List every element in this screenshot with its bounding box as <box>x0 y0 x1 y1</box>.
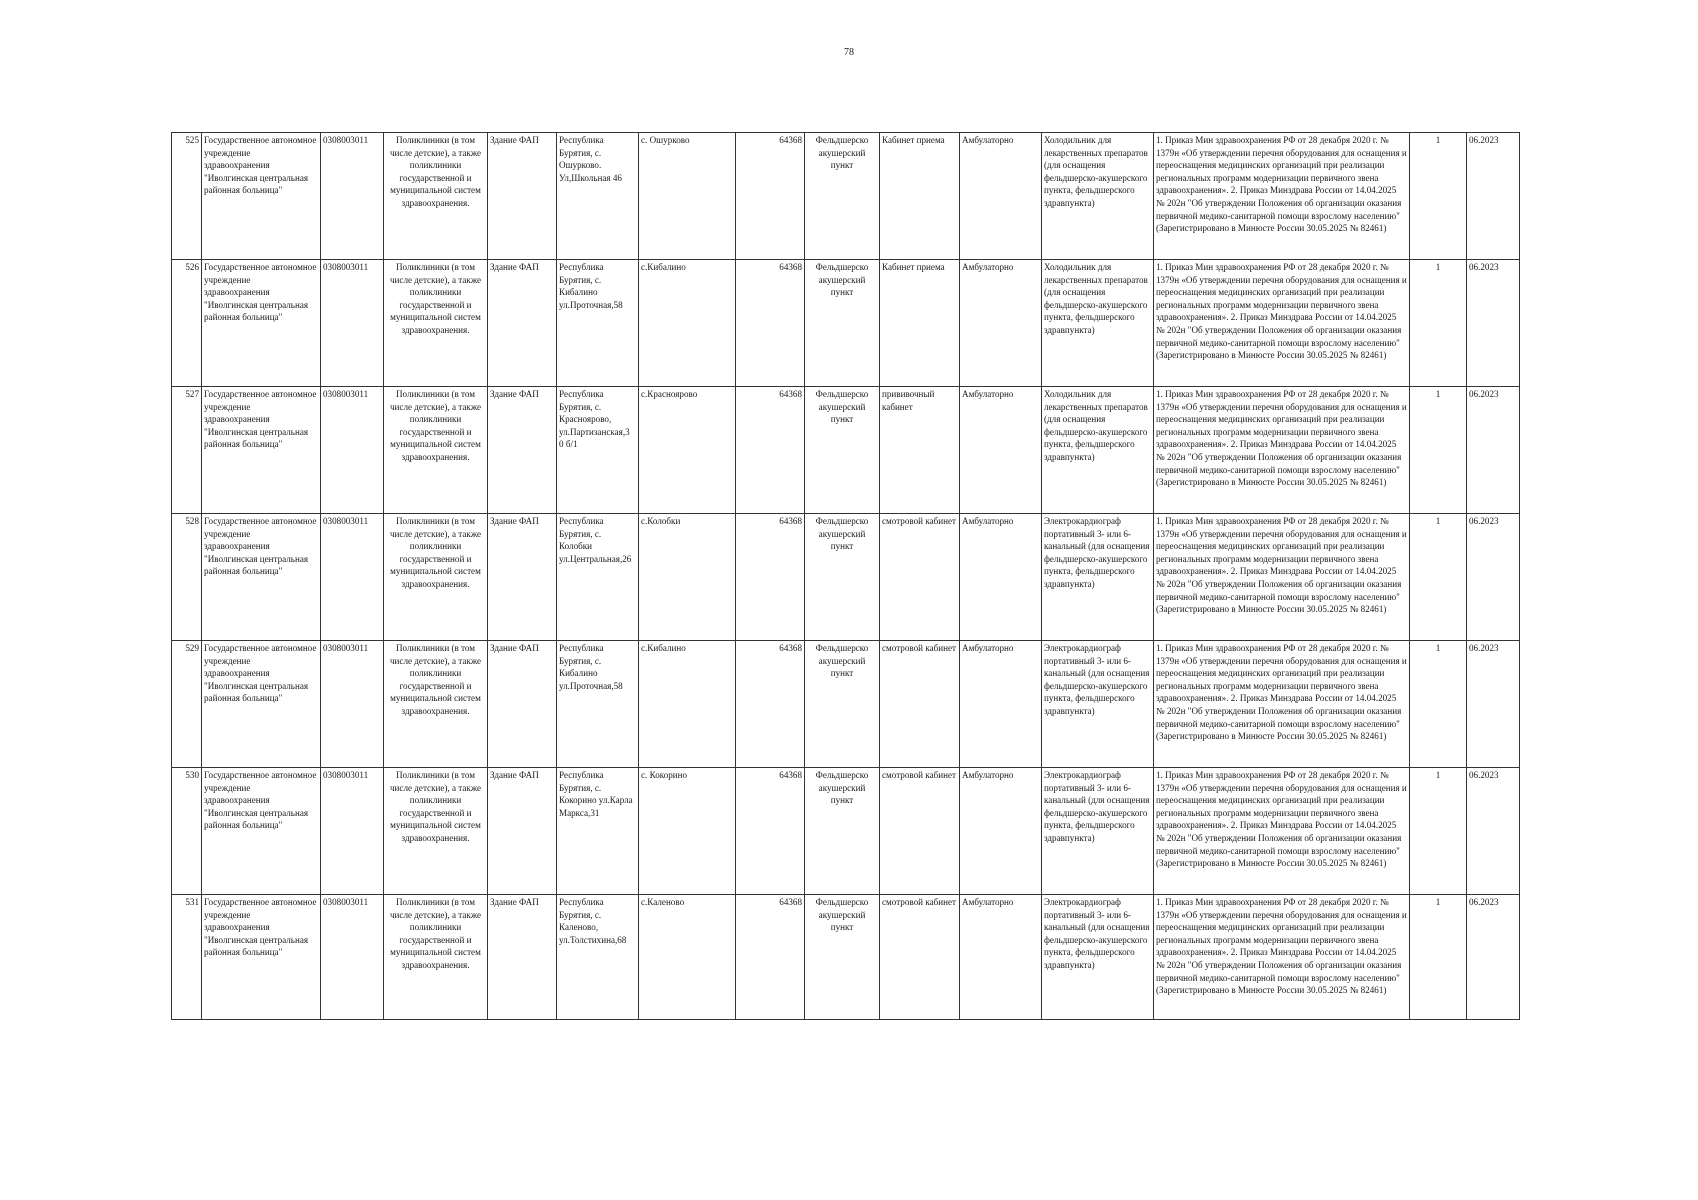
institution-type-cell: Поликлиники (в том числе детские), а также поликлиники государственной и муниципальной систем здравоохранения. <box>384 768 488 895</box>
settlement-cell: с.Каленово <box>639 895 736 1020</box>
table-row <box>172 260 1520 387</box>
care-mode-cell: Амбулаторно <box>960 641 1042 768</box>
row-number-cell: 525 <box>172 133 202 260</box>
row-number-cell: 527 <box>172 387 202 514</box>
building-cell: Здание ФАП <box>488 895 557 1020</box>
postal-code-cell: 64368 <box>736 260 805 387</box>
legal-basis-cell: 1. Приказ Мин здравоохранения РФ от 28 декабря 2020 г. № 1379н «Об утверждении перечня оборудования для оснащения и переоснащения медицинских организаций при реализации региональных программ модернизации первичного звена здравоохранения». 2. Приказ Минздрава России от 14.04.2025 № 202н "Об утверждении Положения об организации оказания первичной медико-санитарной помощи взрослому населению" (Зарегистрировано в Минюсте России 30.05.2025 № 82461) <box>1154 514 1410 641</box>
address-cell: Республика Бурятия, с. Каленово, ул.Толстихина,68 <box>557 895 639 1020</box>
quantity-cell: 1 <box>1410 641 1467 768</box>
address-cell: Республика Бурятия, с. Кокорино ул.Карла Маркса,31 <box>557 768 639 895</box>
date-cell: 06.2023 <box>1467 768 1520 895</box>
care-mode-cell: Амбулаторно <box>960 133 1042 260</box>
room-cell: смотровой кабинет <box>880 641 960 768</box>
care-mode-cell: Амбулаторно <box>960 387 1042 514</box>
row-number-cell: 526 <box>172 260 202 387</box>
table-row <box>172 641 1520 768</box>
equipment-cell: Электрокардиограф портативный 3- или 6-канальный (для оснащения фельдшерско-акушерского пункта, фельдшерского здравпункта) <box>1042 768 1154 895</box>
row-number-cell: 531 <box>172 895 202 1020</box>
address-cell: Республика Бурятия, с. Кибалино ул.Проточная,58 <box>557 260 639 387</box>
date-cell: 06.2023 <box>1467 895 1520 1020</box>
quantity-cell: 1 <box>1410 387 1467 514</box>
quantity-cell: 1 <box>1410 514 1467 641</box>
table-row <box>172 768 1520 895</box>
settlement-cell: с.Колобки <box>639 514 736 641</box>
institution-type-cell: Поликлиники (в том числе детские), а также поликлиники государственной и муниципальной систем здравоохранения. <box>384 133 488 260</box>
organization-cell: Государственное автономное учреждение здравоохранения "Иволгинская центральная районная больница" <box>202 895 321 1020</box>
equipment-cell: Холодильник для лекарственных препаратов (для оснащения фельдшерско-акушерского пункта, фельдшерского здравпункта) <box>1042 260 1154 387</box>
building-cell: Здание ФАП <box>488 768 557 895</box>
equipment-cell: Электрокардиограф портативный 3- или 6-канальный (для оснащения фельдшерско-акушерского пункта, фельдшерского здравпункта) <box>1042 514 1154 641</box>
row-number-cell: 528 <box>172 514 202 641</box>
date-cell: 06.2023 <box>1467 133 1520 260</box>
organization-cell: Государственное автономное учреждение здравоохранения "Иволгинская центральная районная больница" <box>202 641 321 768</box>
institution-type-cell: Поликлиники (в том числе детские), а также поликлиники государственной и муниципальной систем здравоохранения. <box>384 514 488 641</box>
facility-cell: Фельдшерско акушерский пункт <box>805 514 880 641</box>
institution-type-cell: Поликлиники (в том числе детские), а также поликлиники государственной и муниципальной систем здравоохранения. <box>384 895 488 1020</box>
room-cell: смотровой кабинет <box>880 514 960 641</box>
table-row <box>172 387 1520 514</box>
code-cell: 0308003011 <box>321 133 384 260</box>
date-cell: 06.2023 <box>1467 387 1520 514</box>
code-cell: 0308003011 <box>321 895 384 1020</box>
room-cell: Кабинет приема <box>880 133 960 260</box>
page-number: 78 <box>844 47 854 58</box>
care-mode-cell: Амбулаторно <box>960 514 1042 641</box>
facility-cell: Фельдшерско акушерский пункт <box>805 895 880 1020</box>
table-row <box>172 133 1520 260</box>
legal-basis-cell: 1. Приказ Мин здравоохранения РФ от 28 декабря 2020 г. № 1379н «Об утверждении перечня оборудования для оснащения и переоснащения медицинских организаций при реализации региональных программ модернизации первичного звена здравоохранения». 2. Приказ Минздрава России от 14.04.2025 № 202н "Об утверждении Положения об организации оказания первичной медико-санитарной помощи взрослому населению" (Зарегистрировано в Минюсте России 30.05.2025 № 82461) <box>1154 133 1410 260</box>
legal-basis-cell: 1. Приказ Мин здравоохранения РФ от 28 декабря 2020 г. № 1379н «Об утверждении перечня оборудования для оснащения и переоснащения медицинских организаций при реализации региональных программ модернизации первичного звена здравоохранения». 2. Приказ Минздрава России от 14.04.2025 № 202н "Об утверждении Положения об организации оказания первичной медико-санитарной помощи взрослому населению" (Зарегистрировано в Минюсте России 30.05.2025 № 82461) <box>1154 895 1410 1020</box>
date-cell: 06.2023 <box>1467 260 1520 387</box>
legal-basis-cell: 1. Приказ Мин здравоохранения РФ от 28 декабря 2020 г. № 1379н «Об утверждении перечня оборудования для оснащения и переоснащения медицинских организаций при реализации региональных программ модернизации первичного звена здравоохранения». 2. Приказ Минздрава России от 14.04.2025 № 202н "Об утверждении Положения об организации оказания первичной медико-санитарной помощи взрослому населению" (Зарегистрировано в Минюсте России 30.05.2025 № 82461) <box>1154 641 1410 768</box>
quantity-cell: 1 <box>1410 768 1467 895</box>
care-mode-cell: Амбулаторно <box>960 260 1042 387</box>
address-cell: Республика Бурятия, с. Колобки ул.Центральная,26 <box>557 514 639 641</box>
care-mode-cell: Амбулаторно <box>960 768 1042 895</box>
room-cell: Кабинет приема <box>880 260 960 387</box>
institution-type-cell: Поликлиники (в том числе детские), а также поликлиники государственной и муниципальной систем здравоохранения. <box>384 387 488 514</box>
care-mode-cell: Амбулаторно <box>960 895 1042 1020</box>
row-number-cell: 529 <box>172 641 202 768</box>
address-cell: Республика Бурятия, с. Ошурково. Ул,Школьная 46 <box>557 133 639 260</box>
postal-code-cell: 64368 <box>736 895 805 1020</box>
settlement-cell: с. Ошурково <box>639 133 736 260</box>
room-cell: смотровой кабинет <box>880 768 960 895</box>
legal-basis-cell: 1. Приказ Мин здравоохранения РФ от 28 декабря 2020 г. № 1379н «Об утверждении перечня оборудования для оснащения и переоснащения медицинских организаций при реализации региональных программ модернизации первичного звена здравоохранения». 2. Приказ Минздрава России от 14.04.2025 № 202н "Об утверждении Положения об организации оказания первичной медико-санитарной помощи взрослому населению" (Зарегистрировано в Минюсте России 30.05.2025 № 82461) <box>1154 768 1410 895</box>
row-number-cell: 530 <box>172 768 202 895</box>
date-cell: 06.2023 <box>1467 514 1520 641</box>
quantity-cell: 1 <box>1410 895 1467 1020</box>
postal-code-cell: 64368 <box>736 514 805 641</box>
building-cell: Здание ФАП <box>488 387 557 514</box>
equipment-cell: Электрокардиограф портативный 3- или 6-канальный (для оснащения фельдшерско-акушерского пункта, фельдшерского здравпункта) <box>1042 641 1154 768</box>
facility-cell: Фельдшерско акушерский пункт <box>805 641 880 768</box>
legal-basis-cell: 1. Приказ Мин здравоохранения РФ от 28 декабря 2020 г. № 1379н «Об утверждении перечня оборудования для оснащения и переоснащения медицинских организаций при реализации региональных программ модернизации первичного звена здравоохранения». 2. Приказ Минздрава России от 14.04.2025 № 202н "Об утверждении Положения об организации оказания первичной медико-санитарной помощи взрослому населению" (Зарегистрировано в Минюсте России 30.05.2025 № 82461) <box>1154 387 1410 514</box>
settlement-cell: с.Красноярово <box>639 387 736 514</box>
facility-cell: Фельдшерско акушерский пункт <box>805 387 880 514</box>
organization-cell: Государственное автономное учреждение здравоохранения "Иволгинская центральная районная больница" <box>202 768 321 895</box>
building-cell: Здание ФАП <box>488 514 557 641</box>
code-cell: 0308003011 <box>321 387 384 514</box>
facility-cell: Фельдшерско акушерский пункт <box>805 768 880 895</box>
room-cell: смотровой кабинет <box>880 895 960 1020</box>
postal-code-cell: 64368 <box>736 133 805 260</box>
room-cell: прививочный кабинет <box>880 387 960 514</box>
code-cell: 0308003011 <box>321 260 384 387</box>
table-body <box>172 133 1520 1020</box>
organization-cell: Государственное автономное учреждение здравоохранения "Иволгинская центральная районная больница" <box>202 387 321 514</box>
table-row <box>172 514 1520 641</box>
legal-basis-cell: 1. Приказ Мин здравоохранения РФ от 28 декабря 2020 г. № 1379н «Об утверждении перечня оборудования для оснащения и переоснащения медицинских организаций при реализации региональных программ модернизации первичного звена здравоохранения». 2. Приказ Минздрава России от 14.04.2025 № 202н "Об утверждении Положения об организации оказания первичной медико-санитарной помощи взрослому населению" (Зарегистрировано в Минюсте России 30.05.2025 № 82461) <box>1154 260 1410 387</box>
code-cell: 0308003011 <box>321 641 384 768</box>
equipment-cell: Электрокардиограф портативный 3- или 6-канальный (для оснащения фельдшерско-акушерского пункта, фельдшерского здравпункта) <box>1042 895 1154 1020</box>
code-cell: 0308003011 <box>321 768 384 895</box>
postal-code-cell: 64368 <box>736 641 805 768</box>
date-cell: 06.2023 <box>1467 641 1520 768</box>
organization-cell: Государственное автономное учреждение здравоохранения "Иволгинская центральная районная больница" <box>202 514 321 641</box>
equipment-table <box>171 132 1520 1020</box>
building-cell: Здание ФАП <box>488 260 557 387</box>
facility-cell: Фельдшерско акушерский пункт <box>805 260 880 387</box>
settlement-cell: с. Кокорино <box>639 768 736 895</box>
institution-type-cell: Поликлиники (в том числе детские), а также поликлиники государственной и муниципальной систем здравоохранения. <box>384 641 488 768</box>
institution-type-cell: Поликлиники (в том числе детские), а также поликлиники государственной и муниципальной систем здравоохранения. <box>384 260 488 387</box>
postal-code-cell: 64368 <box>736 768 805 895</box>
organization-cell: Государственное автономное учреждение здравоохранения "Иволгинская центральная районная больница" <box>202 133 321 260</box>
settlement-cell: с.Кибалино <box>639 260 736 387</box>
code-cell: 0308003011 <box>321 514 384 641</box>
table-row <box>172 895 1520 1020</box>
building-cell: Здание ФАП <box>488 641 557 768</box>
equipment-cell: Холодильник для лекарственных препаратов (для оснащения фельдшерско-акушерского пункта, фельдшерского здравпункта) <box>1042 133 1154 260</box>
building-cell: Здание ФАП <box>488 133 557 260</box>
organization-cell: Государственное автономное учреждение здравоохранения "Иволгинская центральная районная больница" <box>202 260 321 387</box>
address-cell: Республика Бурятия, с. Красноярово, ул.Партизанская,3 0 б/1 <box>557 387 639 514</box>
quantity-cell: 1 <box>1410 260 1467 387</box>
equipment-cell: Холодильник для лекарственных препаратов (для оснащения фельдшерско-акушерского пункта, фельдшерского здравпункта) <box>1042 387 1154 514</box>
postal-code-cell: 64368 <box>736 387 805 514</box>
quantity-cell: 1 <box>1410 133 1467 260</box>
address-cell: Республика Бурятия, с. Кибалино ул.Проточная,58 <box>557 641 639 768</box>
facility-cell: Фельдшерско акушерский пункт <box>805 133 880 260</box>
settlement-cell: с.Кибалино <box>639 641 736 768</box>
